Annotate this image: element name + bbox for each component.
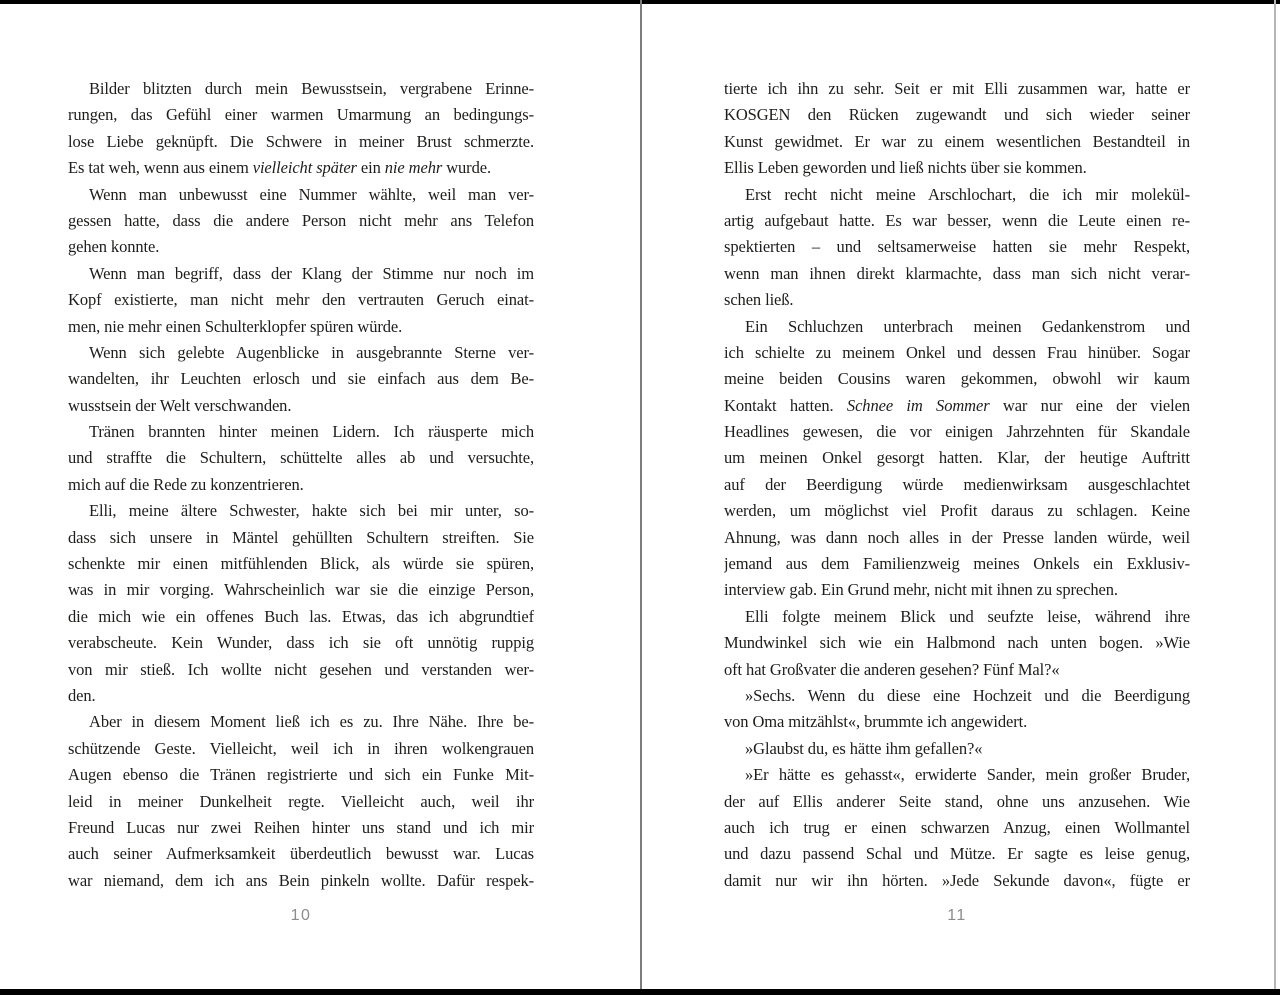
text-line: auch ich trug er einen schwarzen Anzug, einen Wollmantel [724, 817, 1190, 837]
text-line: wusstsein der Welt verschwanden. [68, 395, 292, 415]
text-line: Erst recht nicht meine Arschlochart, die ich mir molekül- [745, 184, 1190, 204]
text-line: Elli, meine ältere Schwester, hakte sich bei mir unter, so- [89, 501, 534, 521]
text-line: wenn man ihnen direkt klarmachte, dass man sich nicht verar- [724, 263, 1190, 283]
text-line: spektierten – und seltsamerweise hatten sie mehr Respekt, [724, 237, 1190, 257]
text-line: »Er hätte es gehasst«, erwiderte Sander, mein großer Bruder, [745, 765, 1190, 785]
text-line: »Sechs. Wenn du diese eine Hochzeit und die Beerdigung [745, 685, 1190, 705]
text-line: gehen konnte. [68, 237, 160, 257]
text-line: schützende Geste. Vielleicht, weil ich in ihren wolkengrauen [68, 738, 534, 758]
text-line: von Oma mitzählst«, brummte ich angewidert. [724, 712, 1028, 732]
text-line: damit nur wir ihn hörten. »Jede Sekunde davon«, fügte er [724, 870, 1190, 890]
text-line: meine beiden Cousins waren gekommen, obwohl wir kaum [724, 369, 1190, 389]
text-line: artig aufgebaut hatte. Es war besser, wenn die Leute einen re- [724, 210, 1190, 230]
page-gutter-divider [640, 0, 642, 995]
text-line: schenkte mir einen mitfühlenden Blick, als würde sie spüren, [68, 554, 534, 574]
page-edge-line [1274, 0, 1276, 995]
text-line: um meinen Onkel gesorgt hatten. Klar, der heutige Auftritt [724, 448, 1190, 468]
text-line: Freund Lucas nur zwei Reihen hinter uns stand und ich mir [68, 817, 534, 837]
text-line: »Glaubst du, es hätte ihm gefallen?« [745, 738, 983, 758]
text-line: auf der Beerdigung würde medienwirksam ausgeschlachtet [724, 474, 1190, 494]
text-line: auch seiner Aufmerksamkeit überdeutlich bewusst war. Lucas [68, 844, 534, 864]
text-line: und dazu passend Schal und Mütze. Er sagte es leise genug, [724, 844, 1190, 864]
text-line: lose Liebe geknüpft. Die Schwere in meiner Brust schmerzte. [68, 131, 534, 151]
text-line: Wenn man unbewusst eine Nummer wählte, weil man ver- [89, 184, 534, 204]
text-line: Wenn sich gelebte Augenblicke in ausgebrannte Sterne ver- [89, 342, 534, 362]
text-line: dass sich unsere in Mäntel gehüllten Schultern streiften. Sie [68, 527, 534, 547]
text-line: jemand aus dem Familienzweig meines Onkels ein Exklusiv- [724, 554, 1190, 574]
text-line: interview gab. Ein Grund mehr, nicht mit ihnen zu sprechen. [724, 580, 1118, 600]
text-line: die mich wie ein offenes Buch las. Etwas, das ich abgrundtief [68, 606, 534, 626]
text-line: wandelten, ihr Leuchten erlosch und sie einfach aus dem Be- [68, 369, 534, 389]
text-line: Bilder blitzten durch mein Bewusstsein, vergrabene Erinne- [89, 79, 534, 98]
page-right [724, 76, 1190, 956]
text-line: Kontakt hatten. Schnee im Sommer war nur eine der vielen [724, 395, 1190, 415]
text-line: den. [68, 685, 96, 705]
text-line: Augen ebenso die Tränen registrierte und sich ein Funke Mit- [68, 765, 534, 785]
text-line: tierte ich ihn zu sehr. Seit er mit Elli zusammen war, hatte er [724, 79, 1190, 98]
text-line: der auf Ellis anderer Seite stand, ohne uns anzusehen. Wie [724, 791, 1190, 811]
text-line: Mundwinkel sich wie ein Halbmond nach unten bogen. »Wie [724, 633, 1190, 653]
text-line: von mir stieß. Ich wollte nicht gesehen und verstanden wer- [68, 659, 534, 679]
text-line: war niemand, dem ich ans Bein pinkeln wollte. Dafür respek- [68, 870, 534, 890]
text-line: was in mir vorging. Wahrscheinlich war sie die einzige Person, [68, 580, 534, 600]
text-line: werden, um möglichst viel Profit daraus zu schlagen. Keine [724, 501, 1190, 521]
text-line: Ellis Leben geworden und ließ nichts über sie kommen. [724, 158, 1087, 178]
text-line: Aber in diesem Moment ließ ich es zu. Ihre Nähe. Ihre be- [89, 712, 534, 732]
text-line: gessen hatte, dass die andere Person nicht mehr ans Telefon [68, 210, 534, 230]
text-line: KOSGEN den Rücken zugewandt und sich wieder seiner [724, 105, 1190, 125]
text-line: Kopf existierte, man nicht mehr den vertrauten Geruch einat- [68, 290, 534, 310]
text-line: Ein Schluchzen unterbrach meinen Gedankenstrom und [745, 316, 1190, 336]
text-line: Elli folgte meinem Blick und seufzte leise, während ihre [745, 606, 1190, 626]
text-line: mich auf die Rede zu konzentrieren. [68, 474, 304, 494]
text-line: oft hat Großvater die anderen gesehen? Fünf Mal?« [724, 659, 1060, 679]
text-line: Ahnung, was dann noch alles in der Presse landen würde, weil [724, 527, 1190, 547]
text-line: schen ließ. [724, 290, 794, 310]
bottom-black-bar [0, 989, 1280, 995]
text-line: Es tat weh, wenn aus einem vielleicht später ein nie mehr wurde. [68, 158, 491, 178]
text-line: Wenn man begriff, dass der Klang der Stimme nur noch im [89, 263, 534, 283]
page-text [68, 76, 534, 894]
text-line: und straffte die Schultern, schüttelte alles ab und versuchte, [68, 448, 534, 468]
text-line: rungen, das Gefühl einer warmen Umarmung an bedingungs- [68, 105, 534, 125]
text-line: Tränen brannten hinter meinen Lidern. Ich räusperte mich [89, 422, 534, 442]
text-line: verabscheute. Kein Wunder, dass ich sie oft unnötig ruppig [68, 633, 534, 653]
page-left [68, 76, 534, 956]
page-number-left: 10 [290, 907, 312, 924]
text-line: Headlines gewesen, die vor einigen Jahrzehnten für Skandale [724, 422, 1190, 442]
text-line: men, nie mehr einen Schulterklopfer spüren würde. [68, 316, 403, 336]
text-line: Kunst gewidmet. Er war zu einem wesentlichen Bestandteil in [724, 131, 1190, 151]
text-line: leid in meiner Dunkelheit regte. Vielleicht auch, weil ihr [68, 791, 534, 811]
page-number-right: 11 [947, 907, 967, 924]
text-line: ich schielte zu meinem Onkel und dessen Frau hinüber. Sogar [724, 342, 1190, 362]
page-text [724, 76, 1190, 894]
